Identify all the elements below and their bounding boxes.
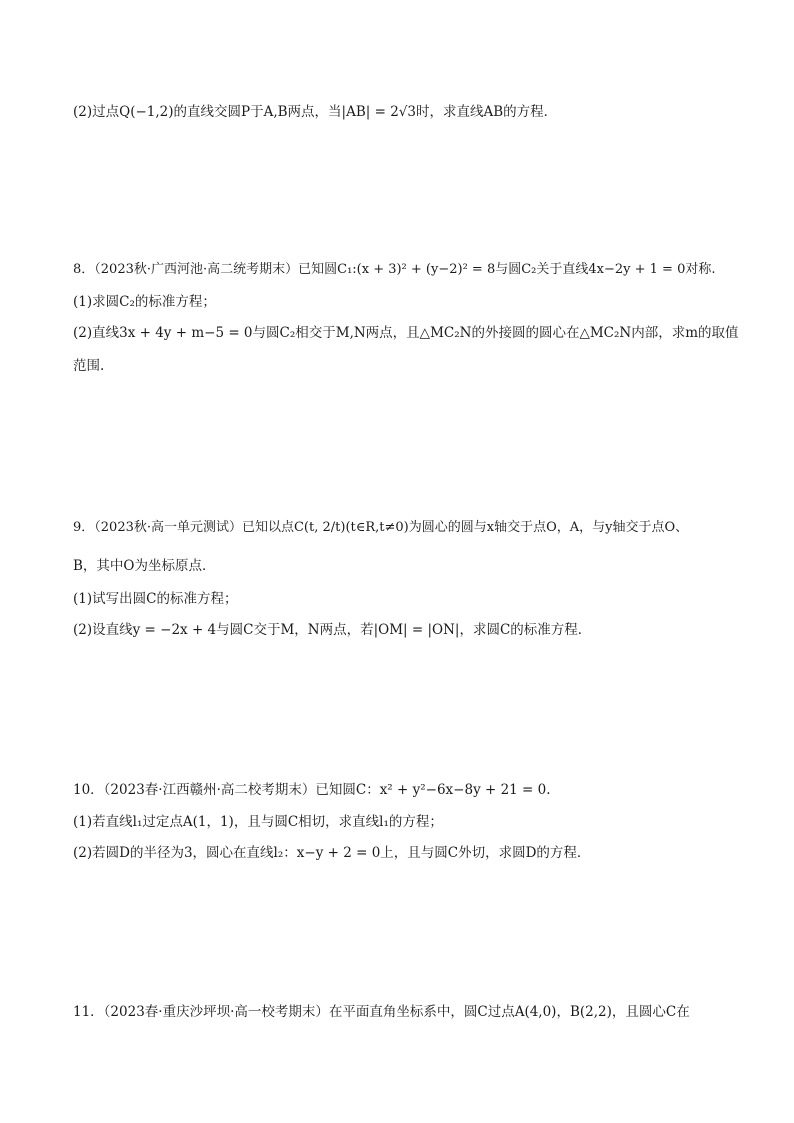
question-9-stem-cont: B，其中O为坐标原点． — [73, 558, 216, 574]
question-10-part-2: (2)若圆D的半径为3，圆心在直线l₂：x−y + 2 = 0上，且与圆C外切，求圆D的方程． — [73, 845, 591, 861]
question-8-stem: 8．（2023秋·广西河池·高二统考期末）已知圆C₁:(x + 3)² + (y−2)² = 8与圆C₂关于直线4x−2y + 1 = 0对称. — [73, 262, 716, 277]
question-8-part-1: (1)求圆C₂的标准方程； — [73, 294, 216, 310]
question-9-part-2: (2)设直线y = −2x + 4与圆C交于M，N两点，若|OM| = |ON|，求圆C的标准方程． — [73, 622, 592, 638]
question-11-stem: 11．（2023春·重庆沙坪坝·高一校考期末）在平面直角坐标系中，圆C过点A(4,0)，B(2,2)，且圆心C在 — [73, 1004, 690, 1020]
question-9-stem: 9．（2023秋·高一单元测试）已知以点C(t, 2/t)(t∈R,t≠0)为圆心的圆与x轴交于点O，A，与y轴交于点O、 — [73, 520, 689, 535]
question-10-stem: 10．（2023春·江西赣州·高二校考期末）已知圆C：x² + y²−6x−8y + 21 = 0. — [73, 782, 551, 798]
question-8-part-2: (2)直线3x + 4y + m−5 = 0与圆C₂相交于M,N两点，且△MC₂N的外接圆的圆心在△MC₂N内部，求m的取值 — [73, 325, 739, 341]
question-9-part-1: (1)试写出圆C的标准方程； — [73, 591, 238, 607]
question-7-part-2: (2)过点Q(−1,2)的直线交圆P于A,B两点，当|AB| = 2√3时，求直线AB的方程． — [73, 104, 558, 120]
question-10-part-1: (1)若直线l₁过定点A(1，1)，且与圆C相切，求直线l₁的方程； — [73, 814, 443, 830]
question-8-part-2-cont: 范围. — [73, 358, 105, 374]
